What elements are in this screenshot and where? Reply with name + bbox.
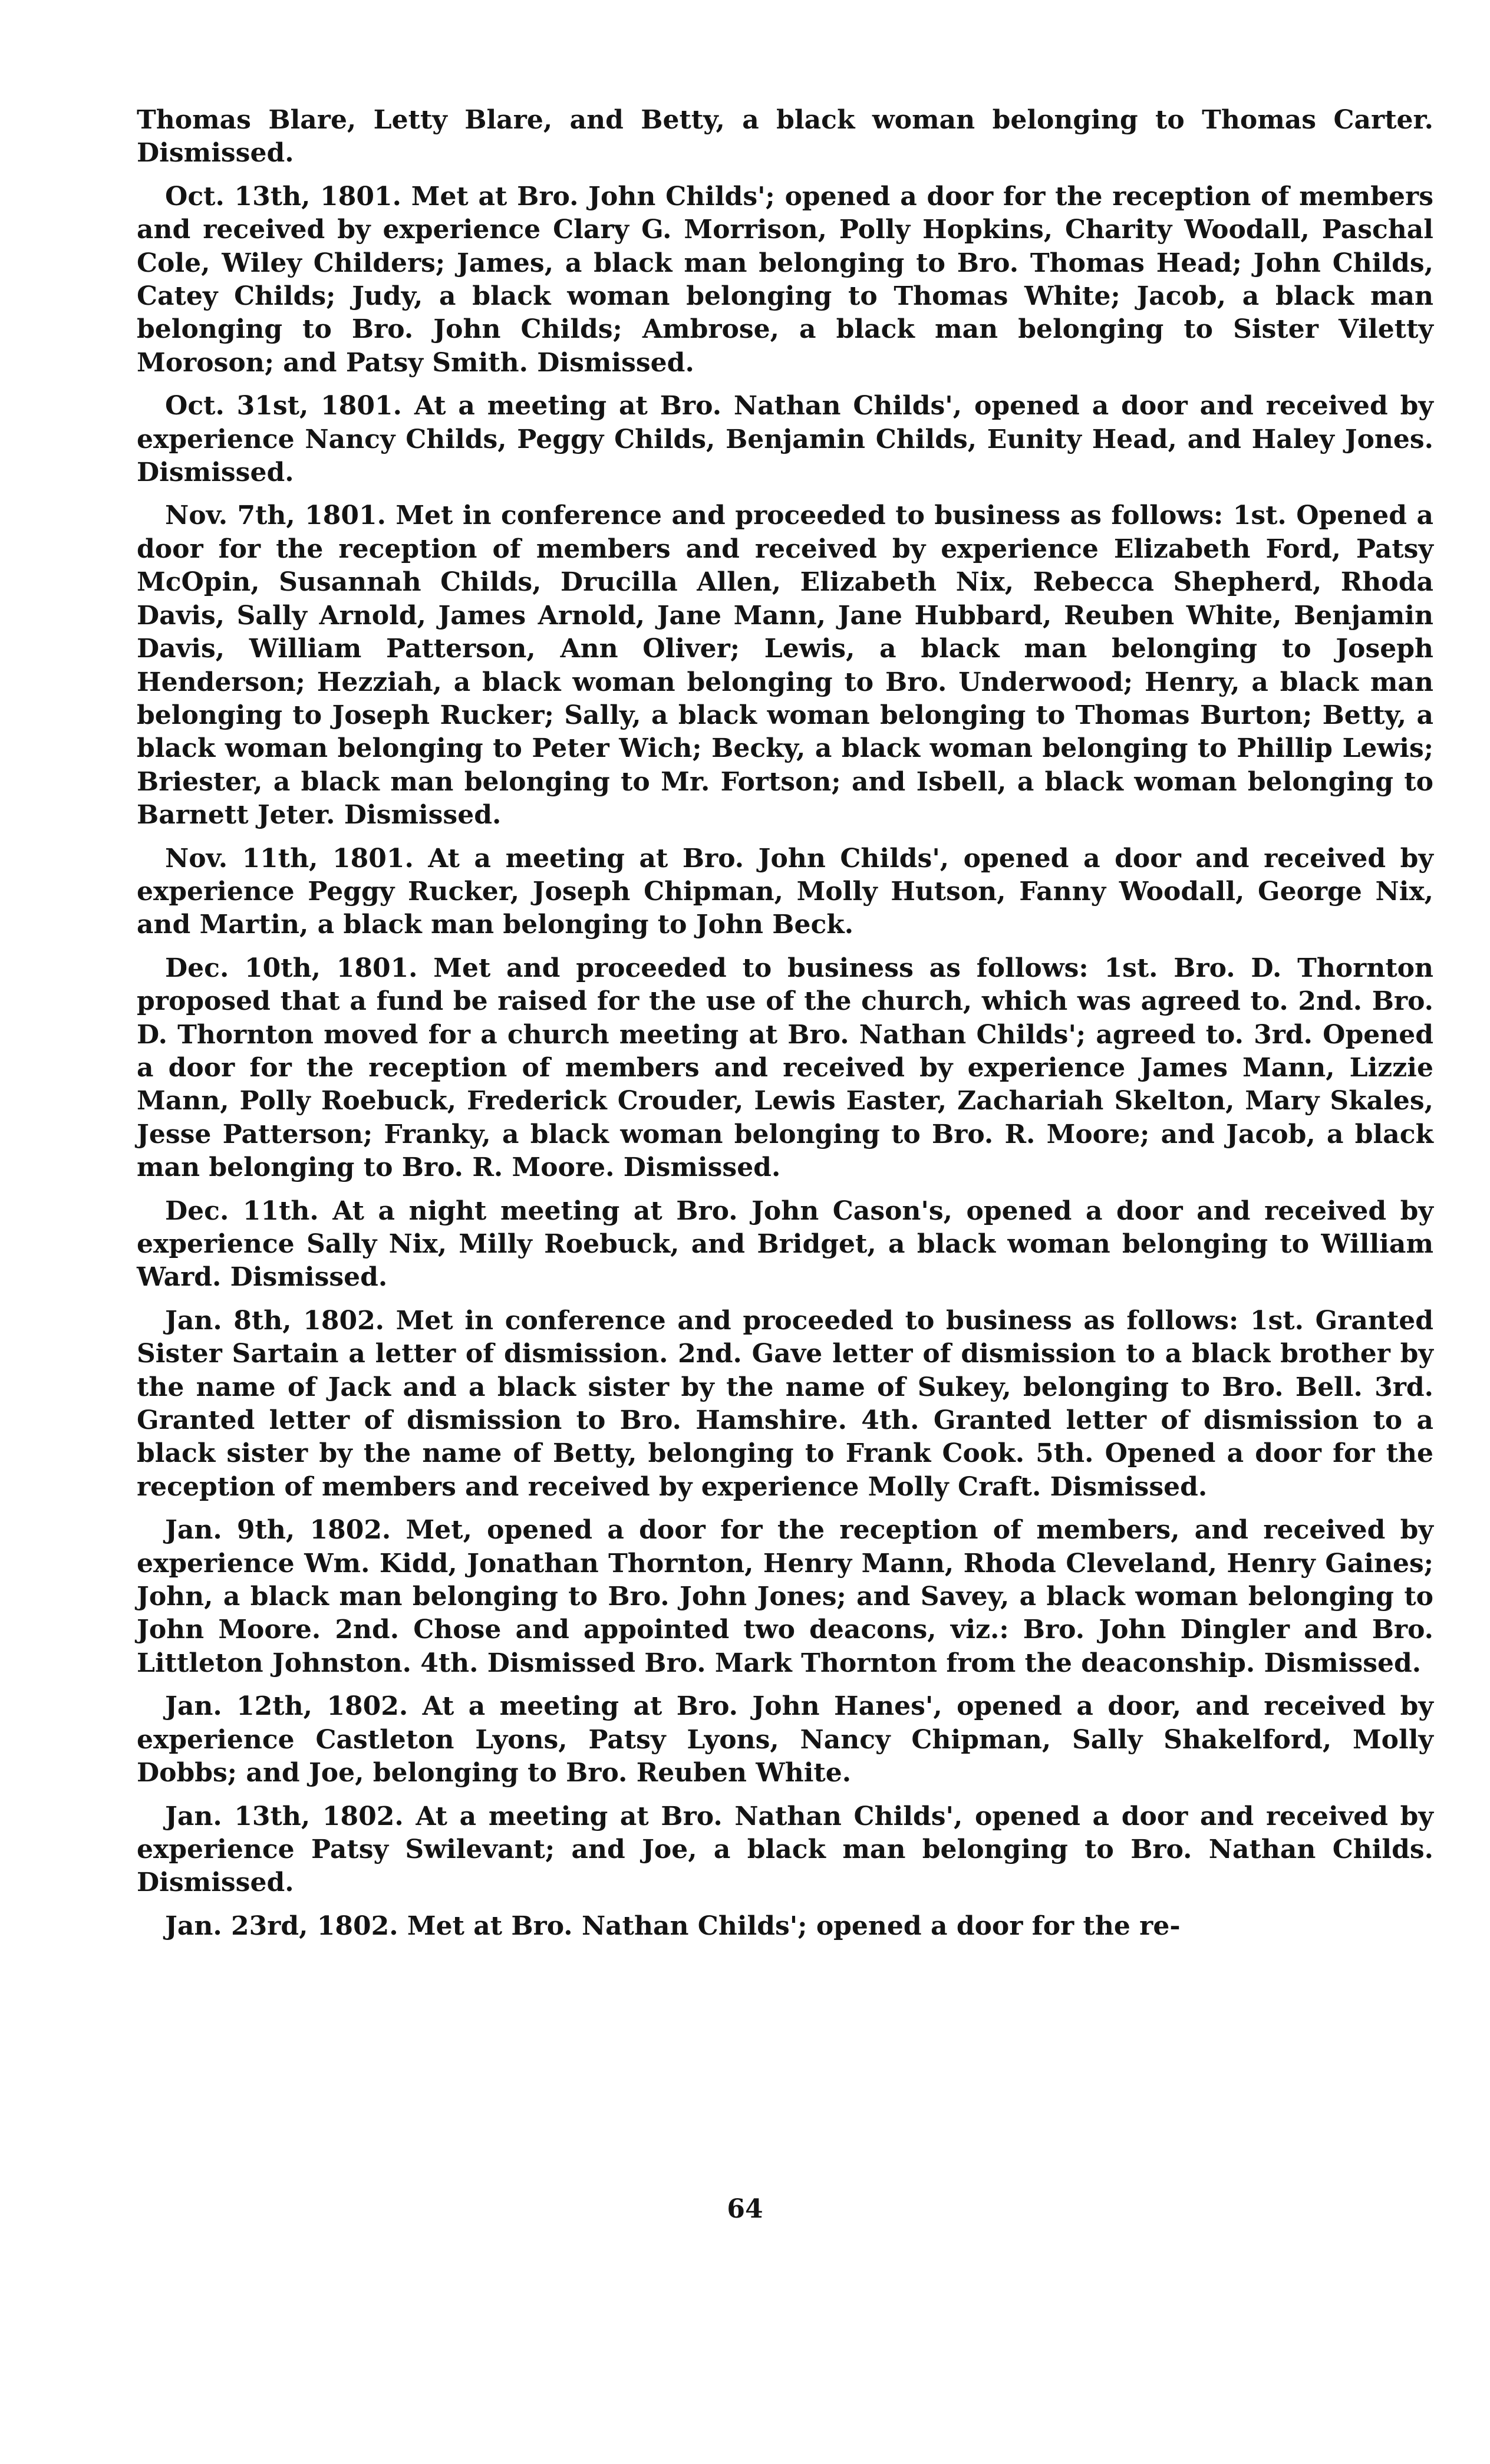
paragraph-jan-13-1802: Jan. 13th, 1802. At a meeting at Bro. Nathan Childs', opened a door and received by experience Patsy Swilevant; and Joe, a black man belonging to Bro. Nathan Childs. Dismissed. bbox=[137, 1801, 1433, 1898]
paragraph-dec-10-1801: Dec. 10th, 1801. Met and proceeded to business as follows: 1st. Bro. D. Thornton proposed that a fund be raised for the use of the church, which was agreed to. 2nd. Bro. D. Thornton moved for a church meeting at Bro. Nathan Childs'; agreed to. 3rd. Opened a door for the reception of members and received by experience James Mann, Lizzie Mann, Polly Roebuck, Frederick Crouder, Lewis Easter, Zachariah Skelton, Mary Skales, Jesse Patterson; Franky, a black woman belonging to Bro. R. Moore; and Jacob, a black man belonging to Bro. R. Moore. Dismissed. bbox=[137, 953, 1433, 1183]
body-text bbox=[137, 104, 1433, 1953]
paragraph-continuation: Thomas Blare, Letty Blare, and Betty, a black woman belonging to Thomas Carter. Dismissed. bbox=[137, 105, 1433, 169]
page-number: 64 bbox=[727, 2194, 763, 2224]
paragraph-oct-31-1801: Oct. 31st, 1801. At a meeting at Bro. Nathan Childs', opened a door and received by experience Nancy Childs, Peggy Childs, Benjamin Childs, Eunity Head, and Haley Jones. Dismissed. bbox=[137, 391, 1433, 488]
paragraph-jan-12-1802: Jan. 12th, 1802. At a meeting at Bro. John Hanes', opened a door, and received by experience Castleton Lyons, Patsy Lyons, Nancy Chipman, Sally Shakelford, Molly Dobbs; and Joe, belonging to Bro. Reuben White. bbox=[137, 1691, 1433, 1788]
paragraph-dec-11: Dec. 11th. At a night meeting at Bro. John Cason's, opened a door and received by experience Sally Nix, Milly Roebuck, and Bridget, a black woman belonging to William Ward. Dismissed. bbox=[137, 1195, 1433, 1293]
paragraph-oct-13-1801: Oct. 13th, 1801. Met at Bro. John Childs'; opened a door for the reception of members and received by experience Clary G. Morrison, Polly Hopkins, Charity Woodall, Paschal Cole, Wiley Childers; James, a black man belonging to Bro. Thomas Head; John Childs, Catey Childs; Judy, a black woman belonging to Thomas White; Jacob, a black man belonging to Bro. John Childs; Ambrose, a black man belonging to Sister Viletty Moroson; and Patsy Smith. Dismissed. bbox=[137, 181, 1433, 378]
paragraph-jan-23-1802: Jan. 23rd, 1802. Met at Bro. Nathan Childs'; opened a door for the re- bbox=[165, 1910, 1181, 1941]
paragraph-nov-11-1801: Nov. 11th, 1801. At a meeting at Bro. John Childs', opened a door and received by experience Peggy Rucker, Joseph Chipman, Molly Hutson, Fanny Woodall, George Nix, and Martin, a black man belonging to John Beck. bbox=[137, 843, 1433, 940]
paragraph-jan-9-1802: Jan. 9th, 1802. Met, opened a door for the reception of members, and received by experience Wm. Kidd, Jonathan Thornton, Henry Mann, Rhoda Cleveland, Henry Gaines; John, a black man belonging to Bro. John Jones; and Savey, a black woman belonging to John Moore. 2nd. Chose and appointed two deacons, viz.: Bro. John Dingler and Bro. Littleton Johnston. 4th. Dismissed Bro. Mark Thornton from the deaconship. Dismissed. bbox=[137, 1515, 1433, 1678]
paragraph-nov-7-1801: Nov. 7th, 1801. Met in conference and proceeded to business as follows: 1st. Opened a door for the reception of members and received by experience Elizabeth Ford, Patsy McOpin, Susannah Childs, Drucilla Allen, Elizabeth Nix, Rebecca Shepherd, Rhoda Davis, Sally Arnold, James Arnold, Jane Mann, Jane Hubbard, Reuben White, Benjamin Davis, William Patterson, Ann Oliver; Lewis, a black man belonging to Joseph Henderson; Hezziah, a black woman belonging to Bro. Underwood; Henry, a black man belonging to Joseph Rucker; Sally, a black woman belonging to Thomas Burton; Betty, a black woman belonging to Peter Wich; Becky, a black woman belonging to Phillip Lewis; Briester, a black man belonging to Mr. Fortson; and Isbell, a black woman belonging to Barnett Jeter. Dismissed. bbox=[137, 500, 1433, 831]
paragraph-jan-8-1802: Jan. 8th, 1802. Met in conference and proceeded to business as follows: 1st. Granted Sister Sartain a letter of dismission. 2nd. Gave letter of dismission to a black brother by the name of Jack and a black sister by the name of Sukey, belonging to Bro. Bell. 3rd. Granted letter of dismission to Bro. Hamshire. 4th. Granted letter of dismission to a black sister by the name of Betty, belonging to Frank Cook. 5th. Opened a door for the reception of members and received by experience Molly Craft. Dismissed. bbox=[137, 1305, 1433, 1502]
